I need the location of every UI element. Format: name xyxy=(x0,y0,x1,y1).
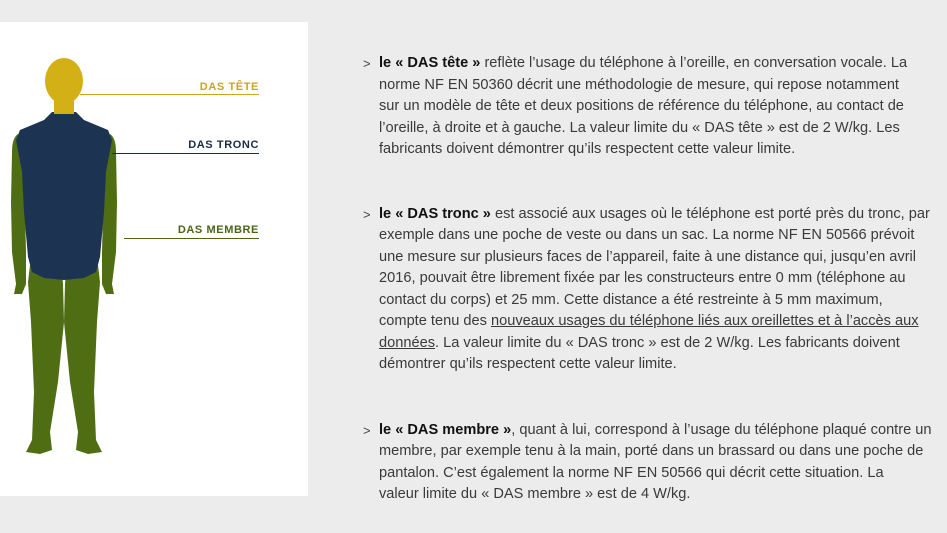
text-line: membre, par exemple tenu à la main, porté dans un brassard ou dans une poche de xyxy=(379,443,924,459)
text-line: le « DAS tête » reflète l’usage du téléphone à l’oreille, en conversation vocale. La xyxy=(379,55,908,71)
term-das-tete: le « DAS tête » xyxy=(379,55,481,71)
text-line: contact du corps) et 25 mm. Cette distance a été restreinte à 5 mm maximum, xyxy=(379,291,883,308)
text-line: fabricants doivent démontrer qu’ils respectent cette valeur limite. xyxy=(379,141,796,157)
text-line: pantalon. C’est également la norme NF EN 50566 qui décrit cette situation. La xyxy=(379,464,884,481)
body-legs xyxy=(26,265,102,454)
text-line: l’oreille, à droite et à gauche. La valeur limite du « DAS tête » est de 2 W/kg. Les xyxy=(379,119,900,136)
bullet-chevron-icon: > xyxy=(363,206,371,222)
term-das-membre: le « DAS membre » xyxy=(379,421,512,438)
text-line: sur un modèle de tête et deux positions de référence du téléphone, au contact de xyxy=(379,98,904,114)
text-line: données. La valeur limite du « DAS tronc » est de 2 W/kg. Les fabricants doivent xyxy=(379,334,900,351)
das-membre-leader-line xyxy=(124,238,259,239)
term-das-tronc: le « DAS tronc » xyxy=(379,205,491,222)
das-membre-label: DAS MEMBRE xyxy=(177,224,259,236)
bullet-chevron-icon: > xyxy=(363,422,371,438)
text-line: compte tenu des nouveaux usages du téléphone liés aux oreillettes et à l’accès aux xyxy=(379,313,919,329)
das-tronc-label: DAS TRONC xyxy=(188,139,259,151)
body-head xyxy=(45,58,83,104)
das-tronc-leader-line xyxy=(112,153,259,154)
text-line: valeur limite du « DAS membre » est de 4 W/kg. xyxy=(379,486,691,502)
text-line: démontrer qu’ils respectent cette valeur limite. xyxy=(379,356,677,372)
definition-das-tete xyxy=(362,53,947,161)
text-line: le « DAS membre », quant à lui, correspond à l’usage du téléphone plaqué contre un xyxy=(379,421,932,438)
definition-das-membre xyxy=(362,420,947,506)
bullet-chevron-icon: > xyxy=(363,56,371,71)
das-tete-label: DAS TÊTE xyxy=(199,81,259,93)
usages-link-continued[interactable]: données xyxy=(379,334,435,351)
usages-link[interactable]: nouveaux usages du téléphone liés aux oreillettes et à l’accès aux xyxy=(490,313,919,329)
body-figure-panel xyxy=(0,22,308,496)
body-torso xyxy=(16,112,112,280)
das-tete-leader-line xyxy=(80,94,259,95)
definitions-column xyxy=(362,53,947,523)
text-line: le « DAS tronc » est associé aux usages où le téléphone est porté près du tronc, par xyxy=(379,205,930,222)
text-line: une mesure sur plusieurs faces de l’appareil, faite à une distance qui, jusqu’en avril xyxy=(379,248,917,265)
definition-das-tronc xyxy=(362,204,947,376)
text-line: exemple dans une poche de veste ou dans un sac. La norme NF EN 50566 prévoit xyxy=(379,227,915,243)
text-line: norme NF EN 50360 décrit une méthodologie de mesure, qui repose notamment xyxy=(379,76,899,93)
text-line: 2016, pouvait être librement fixée par les constructeurs entre 0 mm (téléphone au xyxy=(379,270,906,286)
